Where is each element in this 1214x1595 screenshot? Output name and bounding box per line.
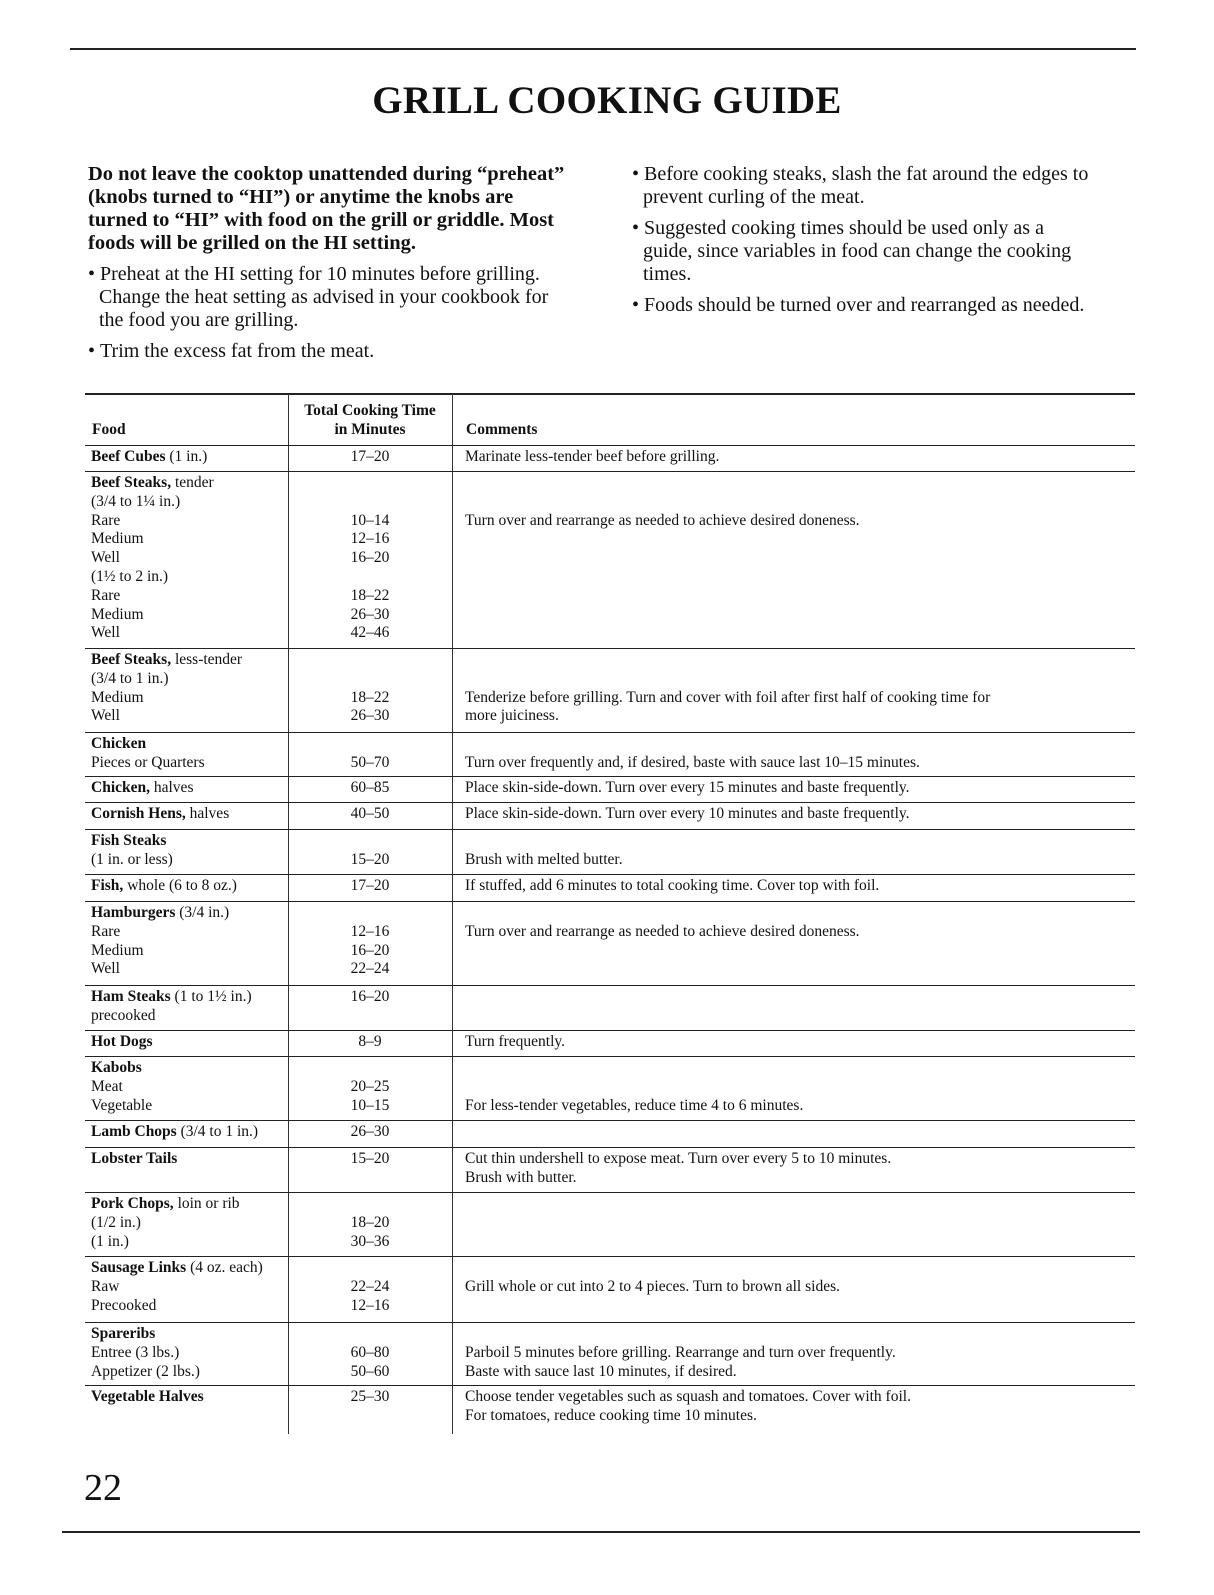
- food-name: Spareribs: [91, 1325, 156, 1342]
- time-value: 25–30: [350, 1388, 390, 1405]
- food-detail: halves: [150, 779, 194, 796]
- table-row: [85, 829, 1135, 868]
- comment-line: Turn over frequently and, if desired, baste with sauce last 10–15 minutes.: [465, 753, 920, 771]
- comment-line: [465, 1059, 1125, 1078]
- intro-bullet: • Before cooking steaks, slash the fat around the edges to prevent curling of the meat.: [632, 163, 1092, 209]
- food-name: Sausage Links: [91, 1259, 187, 1276]
- food-name: Hot Dogs: [91, 1033, 153, 1050]
- food-cell: [91, 1195, 287, 1251]
- food-line: [91, 670, 287, 689]
- comment-line: Marinate less-tender beef before grilling.: [465, 448, 720, 465]
- time-value: 12–16: [350, 1296, 390, 1314]
- time-cell: [288, 448, 452, 467]
- food-name: Chicken: [91, 735, 147, 752]
- food-cell: [91, 474, 287, 643]
- food-detail: (4 oz. each): [186, 1259, 263, 1276]
- time-value: 18–22: [350, 688, 390, 706]
- comment-line: [465, 1259, 1125, 1278]
- food-line: [91, 651, 287, 670]
- food-line: [91, 779, 287, 798]
- intro-bullet: • Trim the excess fat from the meat.: [88, 340, 568, 363]
- comment-line: [465, 670, 1125, 689]
- food-detail: Rare: [91, 511, 121, 529]
- comment-line: [465, 651, 1125, 670]
- time-value: 22–24: [350, 960, 390, 978]
- food-line: [91, 904, 287, 923]
- time-value: 60–85: [350, 779, 390, 796]
- food-detail: Medium: [91, 688, 144, 706]
- food-line: [91, 587, 287, 606]
- food-cell: [91, 735, 287, 773]
- food-detail: tender: [171, 474, 214, 491]
- food-cell: [91, 1388, 287, 1407]
- food-detail: Medium: [91, 605, 144, 623]
- food-cell: [91, 1259, 287, 1315]
- food-detail: less-tender: [171, 651, 243, 668]
- food-detail: Rare: [91, 586, 121, 604]
- comment-cell: [465, 474, 1125, 530]
- time-value: 15–20: [350, 1150, 390, 1167]
- time-value: 16–20: [350, 549, 390, 567]
- food-line: [91, 1388, 287, 1407]
- time-cell: [288, 735, 452, 773]
- time-cell: [288, 1325, 452, 1381]
- time-value: 12–16: [350, 530, 390, 548]
- column-header-time-line2: in Minutes: [334, 420, 406, 438]
- time-value: 12–16: [350, 922, 390, 940]
- food-line: [91, 512, 287, 531]
- food-line: [91, 448, 287, 467]
- page-number: 22: [84, 1467, 122, 1509]
- intro-bullet: • Foods should be turned over and rearranged as needed.: [632, 294, 1092, 317]
- food-detail: (1½ to 2 in.): [91, 567, 169, 585]
- comment-cell: [465, 1388, 1125, 1426]
- comment-cell: [465, 1259, 1125, 1297]
- time-cell: [288, 1388, 452, 1407]
- food-name: Cornish Hens,: [91, 805, 186, 822]
- time-value: 40–50: [350, 805, 390, 822]
- food-line: [91, 960, 287, 979]
- food-detail: Rare: [91, 922, 121, 940]
- comment-line: Tenderize before grilling. Turn and cover with foil after first half of cooking time for: [465, 688, 991, 706]
- food-line: [91, 1123, 287, 1142]
- time-value: [288, 904, 452, 923]
- food-line: [91, 1259, 287, 1278]
- food-line: [91, 707, 287, 726]
- food-cell: [91, 1123, 287, 1142]
- time-value: [288, 735, 452, 754]
- food-detail: (1 in.): [91, 1232, 129, 1250]
- food-line: [91, 1097, 287, 1116]
- comment-line: [465, 832, 1125, 851]
- comment-line: Turn over and rearrange as needed to achieve desired doneness.: [465, 511, 860, 529]
- table-row: [85, 1385, 1135, 1424]
- table-row: [85, 1056, 1135, 1114]
- food-name: Vegetable Halves: [91, 1388, 204, 1405]
- food-line: [91, 735, 287, 754]
- table-row: [85, 1322, 1135, 1380]
- food-line: [91, 1278, 287, 1297]
- comment-line: more juiciness.: [465, 707, 559, 725]
- food-line: [91, 805, 287, 824]
- food-detail: Precooked: [91, 1296, 157, 1314]
- comment-line: Choose tender vegetables such as squash and tomatoes. Cover with foil.: [465, 1388, 911, 1405]
- food-line: [91, 1363, 287, 1382]
- table-row: [85, 1120, 1135, 1140]
- food-cell: [91, 805, 287, 824]
- food-detail: Well: [91, 624, 120, 642]
- time-value: [288, 670, 452, 689]
- column-header-comments: Comments: [466, 421, 538, 438]
- food-detail: (1/2 in.): [91, 1213, 141, 1231]
- table-row: [85, 445, 1135, 465]
- food-name: Hamburgers: [91, 904, 176, 921]
- food-cell: [91, 904, 287, 979]
- table-row: [85, 648, 1135, 725]
- comment-line: [465, 493, 1125, 512]
- time-cell: [288, 805, 452, 824]
- food-line: [91, 754, 287, 773]
- food-detail: Medium: [91, 530, 144, 548]
- comment-line: Place skin-side-down. Turn over every 15 minutes and baste frequently.: [465, 779, 910, 796]
- food-cell: [91, 988, 287, 1026]
- comment-line: Cut thin undershell to expose meat. Turn over every 5 to 10 minutes.: [465, 1150, 892, 1167]
- time-value: 17–20: [350, 877, 390, 894]
- column-divider: [452, 394, 453, 1434]
- comment-line: Turn over and rearrange as needed to achieve desired doneness.: [465, 922, 860, 940]
- food-detail: Well: [91, 960, 120, 978]
- comment-cell: [465, 904, 1125, 942]
- table-row: [85, 776, 1135, 796]
- time-value: 10–15: [350, 1096, 390, 1114]
- food-line: [91, 877, 287, 896]
- food-line: [91, 942, 287, 961]
- time-value: 8–9: [358, 1033, 382, 1050]
- comment-line: Turn frequently.: [465, 1033, 566, 1050]
- food-line: [91, 530, 287, 549]
- food-detail: (1 in. or less): [91, 850, 173, 868]
- food-detail: Well: [91, 549, 120, 567]
- food-line: [91, 1214, 287, 1233]
- comment-cell: [465, 805, 1125, 824]
- time-value: 26–30: [350, 707, 390, 725]
- time-value: 10–14: [350, 511, 390, 529]
- food-name: Fish Steaks: [91, 832, 167, 849]
- comment-line: Parboil 5 minutes before grilling. Rearrange and turn over frequently.: [465, 1343, 896, 1361]
- comment-cell: [465, 1150, 1125, 1188]
- food-cell: [91, 651, 287, 726]
- food-line: [91, 493, 287, 512]
- time-value: 16–20: [350, 988, 390, 1005]
- food-detail: Meat: [91, 1077, 123, 1095]
- food-detail: Appetizer (2 lbs.): [91, 1362, 200, 1380]
- intro-right-column: [632, 163, 1092, 325]
- time-cell: [288, 904, 452, 979]
- food-line: [91, 1150, 287, 1169]
- time-cell: [288, 1150, 452, 1169]
- comment-cell: [465, 1033, 1125, 1052]
- table-row: [85, 1147, 1135, 1186]
- time-value: 60–80: [350, 1343, 390, 1361]
- table-row: [85, 901, 1135, 978]
- food-detail: Pieces or Quarters: [91, 753, 205, 771]
- food-name: Lobster Tails: [91, 1150, 178, 1167]
- time-value: 42–46: [350, 624, 390, 642]
- food-cell: [91, 1325, 287, 1381]
- food-line: [91, 1344, 287, 1363]
- food-line: [91, 851, 287, 870]
- table-row: [85, 1192, 1135, 1250]
- time-value: 17–20: [350, 448, 390, 465]
- time-value: 18–20: [350, 1213, 390, 1231]
- food-name: Beef Steaks,: [91, 651, 172, 668]
- food-detail: (3/4 to 1 in.): [176, 1123, 259, 1140]
- food-name: Ham Steaks: [91, 988, 171, 1005]
- column-header-food: Food: [92, 421, 126, 438]
- food-detail: precooked: [91, 1006, 156, 1024]
- food-detail: Vegetable: [91, 1096, 153, 1114]
- comment-line: For tomatoes, reduce cooking time 10 minutes.: [465, 1406, 757, 1424]
- time-cell: [288, 832, 452, 870]
- intro-left-column: [88, 163, 568, 371]
- time-cell: [288, 988, 452, 1007]
- time-value: [288, 651, 452, 670]
- comment-line: Place skin-side-down. Turn over every 10 minutes and baste frequently.: [465, 805, 910, 822]
- food-line: [91, 1033, 287, 1052]
- food-detail: Medium: [91, 941, 144, 959]
- time-value: 20–25: [350, 1077, 390, 1095]
- comment-cell: [465, 877, 1125, 896]
- food-line: [91, 1007, 287, 1026]
- food-line: [91, 923, 287, 942]
- food-cell: [91, 1150, 287, 1169]
- table-row: [85, 732, 1135, 771]
- food-detail: Entree (3 lbs.): [91, 1343, 180, 1361]
- table-row: [85, 802, 1135, 822]
- table-row: [85, 874, 1135, 894]
- comment-line: [465, 735, 1125, 754]
- time-value: 26–30: [350, 605, 390, 623]
- food-line: [91, 1233, 287, 1252]
- comment-cell: [465, 1325, 1125, 1381]
- column-header-time: [288, 402, 452, 440]
- time-value: [288, 1059, 452, 1078]
- time-value: [288, 493, 452, 512]
- time-cell: [288, 1195, 452, 1251]
- time-value: 15–20: [350, 850, 390, 868]
- time-cell: [288, 474, 452, 643]
- time-value: [288, 1195, 452, 1214]
- food-detail: halves: [185, 805, 230, 822]
- table-top-rule: [85, 393, 1135, 395]
- time-cell: [288, 1033, 452, 1052]
- food-detail: (1 to 1½ in.): [170, 988, 252, 1005]
- food-cell: [91, 448, 287, 467]
- table-row: [85, 1256, 1135, 1314]
- intro-bullet: • Suggested cooking times should be used only as a guide, since variables in food can change the cooking times.: [632, 217, 1092, 286]
- food-line: [91, 474, 287, 493]
- time-value: [288, 1325, 452, 1344]
- food-line: [91, 832, 287, 851]
- food-detail: Well: [91, 707, 120, 725]
- food-name: Kabobs: [91, 1059, 142, 1076]
- food-line: [91, 1078, 287, 1097]
- food-name: Fish,: [91, 877, 124, 894]
- food-cell: [91, 779, 287, 798]
- time-value: 30–36: [350, 1232, 390, 1250]
- comment-line: [465, 904, 1125, 923]
- time-value: 50–70: [350, 753, 390, 771]
- comment-line: [465, 474, 1125, 493]
- time-value: 22–24: [350, 1277, 390, 1295]
- food-detail: (3/4 to 1 in.): [91, 669, 169, 687]
- time-cell: [288, 1059, 452, 1115]
- top-rule: [70, 48, 1136, 50]
- page-title: GRILL COOKING GUIDE: [372, 79, 842, 122]
- comment-cell: [465, 735, 1125, 773]
- food-name: Beef Cubes: [91, 448, 166, 465]
- food-line: [91, 549, 287, 568]
- warning-text: Do not leave the cooktop unattended during “preheat” (knobs turned to “HI”) or anytime the knobs are turned to “HI” with food on the grill or griddle. Most foods will be grilled on the HI setting.: [88, 163, 565, 254]
- food-cell: [91, 877, 287, 896]
- comment-cell: [465, 651, 1125, 726]
- comment-line: [465, 1078, 1125, 1097]
- time-value: [288, 1259, 452, 1278]
- comment-line: Brush with melted butter.: [465, 850, 623, 868]
- time-value: [288, 568, 452, 587]
- bottom-rule: [62, 1531, 1140, 1533]
- time-cell: [288, 1259, 452, 1315]
- time-value: 26–30: [350, 1123, 390, 1140]
- food-line: [91, 689, 287, 708]
- time-cell: [288, 1123, 452, 1142]
- comment-line: Brush with butter.: [465, 1168, 577, 1186]
- food-line: [91, 568, 287, 587]
- food-line: [91, 988, 287, 1007]
- time-value: [288, 832, 452, 851]
- food-line: [91, 1297, 287, 1316]
- table-row: [85, 985, 1135, 1024]
- time-cell: [288, 779, 452, 798]
- time-value: [288, 474, 452, 493]
- food-cell: [91, 1033, 287, 1052]
- comment-cell: [465, 779, 1125, 798]
- food-line: [91, 1195, 287, 1214]
- comment-line: For less-tender vegetables, reduce time 4 to 6 minutes.: [465, 1096, 804, 1114]
- comment-cell: [465, 448, 1125, 467]
- food-detail: (3/4 to 1¼ in.): [91, 492, 181, 510]
- time-value: 18–22: [350, 586, 390, 604]
- food-line: [91, 624, 287, 643]
- food-name: Pork Chops,: [91, 1195, 174, 1212]
- table-row: [85, 471, 1135, 642]
- time-value: 50–60: [350, 1362, 390, 1380]
- comment-cell: [465, 1059, 1125, 1115]
- food-detail: loin or rib: [173, 1195, 240, 1212]
- table-row: [85, 1030, 1135, 1050]
- intro-bullet: • Preheat at the HI setting for 10 minutes before grilling. Change the heat setting as advised in your cookbook for the food you are grilling.: [88, 263, 568, 332]
- column-header-time-line1: Total Cooking Time: [304, 402, 436, 419]
- food-line: [91, 1059, 287, 1078]
- time-cell: [288, 877, 452, 896]
- food-name: Beef Steaks,: [91, 474, 172, 491]
- food-line: [91, 606, 287, 625]
- time-cell: [288, 651, 452, 726]
- food-cell: [91, 1059, 287, 1115]
- food-detail: Raw: [91, 1277, 120, 1295]
- food-line: [91, 1325, 287, 1344]
- comment-line: Grill whole or cut into 2 to 4 pieces. Turn to brown all sides.: [465, 1277, 840, 1295]
- food-cell: [91, 832, 287, 870]
- food-detail: (3/4 in.): [175, 904, 230, 921]
- food-name: Lamb Chops: [91, 1123, 177, 1140]
- food-name: Chicken,: [91, 779, 150, 796]
- food-detail: whole (6 to 8 oz.): [123, 877, 237, 894]
- comment-line: If stuffed, add 6 minutes to total cooking time. Cover top with foil.: [465, 877, 880, 894]
- comment-cell: [465, 832, 1125, 870]
- food-detail: (1 in.): [165, 448, 208, 465]
- comment-line: Baste with sauce last 10 minutes, if desired.: [465, 1362, 737, 1380]
- time-value: 16–20: [350, 941, 390, 959]
- comment-line: [465, 1325, 1125, 1344]
